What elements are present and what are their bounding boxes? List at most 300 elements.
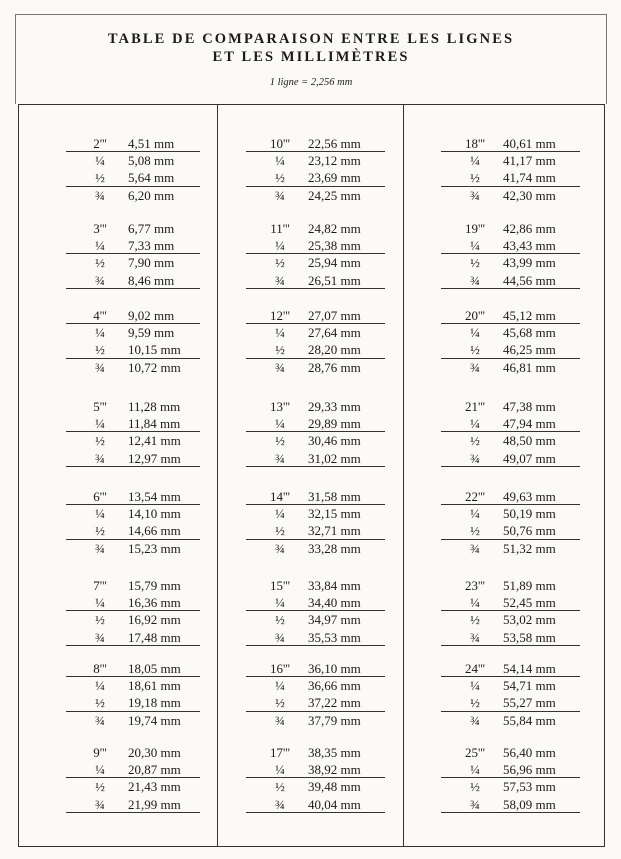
line-label: 9''' [93,745,107,760]
millimetre-value: 7,90 mm [128,255,175,271]
millimetre-value: 40,04 mm [308,796,361,812]
line-group [252,307,397,376]
line-group [72,577,212,646]
table-row [72,712,212,729]
row-rule [246,777,385,778]
table-row [72,611,212,628]
line-label: 14''' [269,489,291,504]
row-rule [441,711,580,712]
line-label: 2''' [93,136,107,151]
row-rule [441,504,580,505]
millimetre-value: 47,94 mm [503,416,556,432]
row-rule [66,323,200,324]
millimetre-value: 14,10 mm [128,506,181,522]
millimetre-value: 44,56 mm [503,272,556,288]
table-row [447,629,592,646]
table-row [252,629,397,646]
line-label: 21''' [464,399,486,414]
line-group [72,307,212,376]
millimetre-value: 32,71 mm [308,523,361,539]
table-row [72,677,212,694]
line-label: ¼ [275,595,285,611]
table-row [72,522,212,539]
millimetre-value: 52,45 mm [503,595,556,611]
line-label: ¾ [470,796,480,812]
line-label: ¾ [470,272,480,288]
row-rule [246,253,385,254]
table-row [447,778,592,795]
table-row [447,577,592,594]
line-label: ½ [275,433,285,449]
line-label: ¼ [95,506,105,522]
line-group [252,577,397,646]
row-rule [441,539,580,540]
line-label: ¼ [470,416,480,432]
millimetre-value: 34,40 mm [308,595,361,611]
line-label: ½ [470,170,480,186]
line-label: ¼ [275,416,285,432]
millimetre-value: 23,69 mm [308,170,361,186]
millimetre-value: 33,28 mm [308,540,361,556]
millimetre-value: 10,15 mm [128,342,181,358]
line-group [447,744,592,813]
table-row [72,744,212,761]
line-label: ¼ [470,762,480,778]
table-row [252,432,397,449]
millimetre-value: 38,35 mm [308,745,361,760]
line-label: ¾ [95,359,105,375]
millimetre-value: 24,25 mm [308,187,361,203]
line-label: 22''' [464,489,486,504]
row-rule [441,323,580,324]
millimetre-value: 37,22 mm [308,695,361,711]
line-label: 3''' [93,221,107,236]
table-row [252,398,397,415]
table-row [447,677,592,694]
table-row [72,694,212,711]
table-row [72,152,212,169]
row-rule [66,151,200,152]
millimetre-value: 29,89 mm [308,416,361,432]
row-rule [441,676,580,677]
row-rule [246,504,385,505]
line-label: ½ [95,255,105,271]
millimetre-value: 46,81 mm [503,359,556,375]
millimetre-value: 11,28 mm [128,399,181,414]
line-label: ¾ [275,359,285,375]
line-label: 5''' [93,399,107,414]
table-row [447,254,592,271]
line-group [252,744,397,813]
line-label: ¼ [95,595,105,611]
line-group [447,577,592,646]
row-rule [66,504,200,505]
table-row [447,450,592,467]
millimetre-value: 29,33 mm [308,399,361,414]
table-row [447,505,592,522]
table-row [252,522,397,539]
line-group [252,135,397,204]
table-row [447,135,592,152]
line-group [72,744,212,813]
row-rule [246,466,385,467]
millimetre-value: 32,15 mm [308,506,361,522]
table-row [447,220,592,237]
millimetre-value: 24,82 mm [308,221,361,236]
line-label: 18''' [464,136,486,151]
line-group [252,488,397,557]
table-row [447,488,592,505]
line-group [252,660,397,729]
table-row [447,744,592,761]
millimetre-value: 12,97 mm [128,450,181,466]
millimetre-value: 8,46 mm [128,272,175,288]
table-row [252,577,397,594]
page-title-line-2: ET LES MILLIMÈTRES [212,49,410,65]
table-row [447,796,592,813]
millimetre-value: 5,64 mm [128,170,175,186]
table-row [447,761,592,778]
line-label: ¾ [95,272,105,288]
millimetre-value: 48,50 mm [503,433,556,449]
millimetre-value: 31,02 mm [308,450,361,466]
millimetre-value: 36,66 mm [308,678,361,694]
row-rule [441,610,580,611]
millimetre-value: 19,74 mm [128,712,181,728]
table-row [72,432,212,449]
line-label: ¼ [470,153,480,169]
table-row [252,415,397,432]
row-rule [246,151,385,152]
millimetre-value: 21,43 mm [128,779,181,795]
row-rule [66,676,200,677]
table-row [252,677,397,694]
line-label: ½ [95,342,105,358]
table-row [72,187,212,204]
line-label: ¾ [275,629,285,645]
millimetre-value: 47,38 mm [503,399,556,414]
millimetre-value: 7,33 mm [128,238,175,254]
table-row [72,778,212,795]
line-group [447,307,592,376]
millimetre-value: 55,27 mm [503,695,556,711]
millimetre-value: 15,23 mm [128,540,181,556]
millimetre-value: 51,32 mm [503,540,556,556]
row-rule [246,323,385,324]
millimetre-value: 13,54 mm [128,489,181,504]
millimetre-value: 20,87 mm [128,762,181,778]
table-row [72,488,212,505]
table-row [447,432,592,449]
line-label: ½ [275,342,285,358]
line-label: ¼ [275,762,285,778]
millimetre-value: 41,74 mm [503,170,556,186]
row-rule [246,288,385,289]
millimetre-value: 43,99 mm [503,255,556,271]
line-label: ¾ [95,629,105,645]
line-label: ¾ [95,540,105,556]
line-label: 6''' [93,489,107,504]
millimetre-value: 6,20 mm [128,187,175,203]
line-label: ¾ [275,540,285,556]
row-rule [66,253,200,254]
table-row [252,324,397,341]
millimetre-value: 41,17 mm [503,153,556,169]
line-label: 24''' [464,661,486,676]
millimetre-value: 55,84 mm [503,712,556,728]
line-group [447,488,592,557]
line-label: ½ [95,170,105,186]
line-label: ½ [95,523,105,539]
table-row [447,359,592,376]
line-label: ¾ [95,712,105,728]
line-label: ½ [275,695,285,711]
line-label: ½ [275,612,285,628]
table-row [252,450,397,467]
line-label: ¼ [275,238,285,254]
line-label: ¼ [95,325,105,341]
row-rule [441,186,580,187]
line-label: ¾ [95,187,105,203]
line-label: ½ [275,779,285,795]
table-row [252,237,397,254]
table-row [252,778,397,795]
millimetre-value: 18,61 mm [128,678,181,694]
line-label: ¼ [275,678,285,694]
line-label: ½ [95,695,105,711]
line-label: ¼ [470,506,480,522]
table-row [252,796,397,813]
table-row [447,522,592,539]
table-row [252,594,397,611]
millimetre-value: 56,40 mm [503,745,556,760]
millimetre-value: 9,59 mm [128,325,175,341]
table-row [252,611,397,628]
line-label: 17''' [269,745,291,760]
line-label: ½ [275,523,285,539]
millimetre-value: 38,92 mm [308,762,361,778]
table-row [72,324,212,341]
millimetre-value: 27,64 mm [308,325,361,341]
line-label: ½ [470,255,480,271]
row-rule [441,466,580,467]
table-row [447,169,592,186]
table-row [72,761,212,778]
row-rule [66,186,200,187]
table-row [72,254,212,271]
table-row [252,359,397,376]
millimetre-value: 51,89 mm [503,578,556,593]
millimetre-value: 57,53 mm [503,779,556,795]
millimetre-value: 26,51 mm [308,272,361,288]
line-label: ½ [470,523,480,539]
table-row [252,540,397,557]
column-divider [217,105,218,846]
line-label: 23''' [464,578,486,593]
millimetre-value: 46,25 mm [503,342,556,358]
millimetre-value: 16,92 mm [128,612,181,628]
millimetre-value: 54,14 mm [503,661,556,676]
table-row [252,152,397,169]
line-label: ½ [95,612,105,628]
millimetre-value: 12,41 mm [128,433,181,449]
table-row [447,694,592,711]
table-row [252,505,397,522]
table-row [252,220,397,237]
line-group [72,398,212,467]
millimetre-value: 5,08 mm [128,153,175,169]
line-group [447,220,592,289]
line-label: ¾ [470,359,480,375]
row-rule [66,711,200,712]
line-label: ½ [470,779,480,795]
row-rule [66,812,200,813]
table-row [72,272,212,289]
millimetre-value: 49,63 mm [503,489,556,504]
millimetre-value: 58,09 mm [503,796,556,812]
millimetre-value: 36,10 mm [308,661,361,676]
row-rule [441,358,580,359]
table-row [447,152,592,169]
line-label: ¾ [95,450,105,466]
table-row [447,398,592,415]
row-rule [66,539,200,540]
line-group [72,135,212,204]
line-label: ¼ [95,762,105,778]
millimetre-value: 16,36 mm [128,595,181,611]
row-rule [246,812,385,813]
line-label: ¼ [470,238,480,254]
line-label: ½ [275,255,285,271]
millimetre-value: 23,12 mm [308,153,361,169]
millimetre-value: 54,71 mm [503,678,556,694]
millimetre-value: 50,19 mm [503,506,556,522]
table-row [72,169,212,186]
row-rule [66,431,200,432]
row-rule [441,253,580,254]
line-label: ¾ [470,450,480,466]
line-label: ½ [470,612,480,628]
line-group [252,398,397,467]
table-row [72,540,212,557]
title-block [15,30,607,88]
millimetre-value: 30,46 mm [308,433,361,449]
line-label: 8''' [93,661,107,676]
table-row [72,505,212,522]
millimetre-value: 17,48 mm [128,629,181,645]
row-rule [246,676,385,677]
table-row [252,341,397,358]
line-label: ¾ [275,187,285,203]
line-label: ¾ [470,629,480,645]
table-row [252,694,397,711]
line-group [447,660,592,729]
line-label: ¼ [95,678,105,694]
row-rule [66,610,200,611]
table-row [72,135,212,152]
millimetre-value: 50,76 mm [503,523,556,539]
table-row [72,629,212,646]
millimetre-value: 42,86 mm [503,221,556,236]
millimetre-value: 9,02 mm [128,308,175,323]
line-label: 15''' [269,578,291,593]
table-row [72,307,212,324]
row-rule [66,777,200,778]
line-group [72,660,212,729]
table-row [447,237,592,254]
table-row [72,341,212,358]
line-label: ¾ [470,540,480,556]
table-row [252,712,397,729]
table-row [252,135,397,152]
table-row [72,594,212,611]
table-row [447,594,592,611]
table-row [447,324,592,341]
row-rule [441,431,580,432]
millimetre-value: 33,84 mm [308,578,361,593]
millimetre-value: 25,38 mm [308,238,361,254]
table-row [252,169,397,186]
table-row [447,187,592,204]
line-group [447,135,592,204]
table-row [72,796,212,813]
millimetre-value: 11,84 mm [128,416,181,432]
line-label: ¼ [95,416,105,432]
table-row [447,660,592,677]
millimetre-value: 40,61 mm [503,136,556,151]
line-label: ½ [95,433,105,449]
millimetre-value: 27,07 mm [308,308,361,323]
table-row [447,611,592,628]
line-label: ¼ [275,325,285,341]
line-group [72,488,212,557]
table-row [252,272,397,289]
line-label: 20''' [464,308,486,323]
line-label: ¾ [275,450,285,466]
table-row [447,540,592,557]
millimetre-value: 43,43 mm [503,238,556,254]
table-row [72,577,212,594]
row-rule [246,431,385,432]
line-label: ¾ [275,272,285,288]
millimetre-value: 6,77 mm [128,221,175,236]
millimetre-value: 42,30 mm [503,187,556,203]
millimetre-value: 35,53 mm [308,629,361,645]
row-rule [246,711,385,712]
millimetre-value: 53,58 mm [503,629,556,645]
line-label: ¾ [275,712,285,728]
row-rule [441,151,580,152]
table-row [72,237,212,254]
line-group [252,220,397,289]
row-rule [66,645,200,646]
millimetre-value: 22,56 mm [308,136,361,151]
table-row [252,254,397,271]
millimetre-value: 49,07 mm [503,450,556,466]
line-label: ¼ [470,595,480,611]
millimetre-value: 28,76 mm [308,359,361,375]
line-label: 11''' [270,221,290,236]
table-row [72,359,212,376]
line-label: ½ [470,342,480,358]
comparison-table [18,104,605,847]
table-row [447,341,592,358]
millimetre-value: 28,20 mm [308,342,361,358]
line-label: ½ [275,170,285,186]
line-label: 16''' [269,661,291,676]
table-row [447,712,592,729]
row-rule [246,358,385,359]
